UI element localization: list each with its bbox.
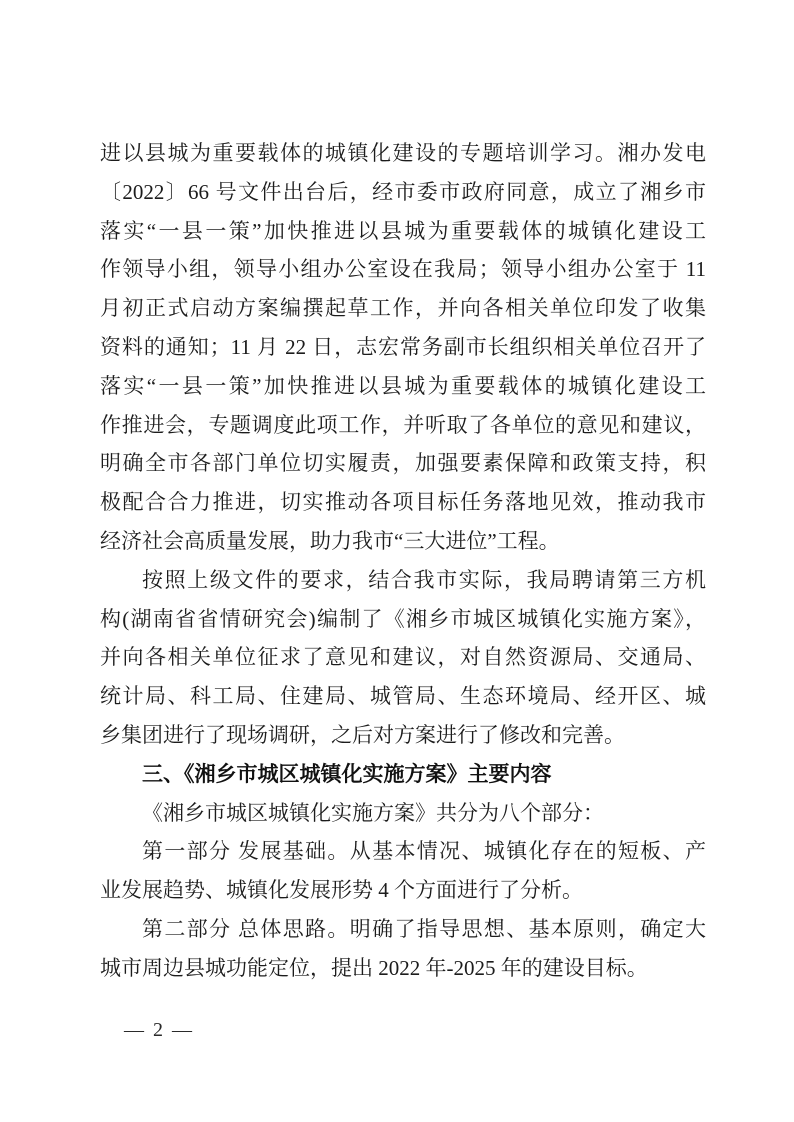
- paragraph: [100, 561, 706, 755]
- section-heading: [100, 755, 706, 794]
- text-line: 作领导小组，领导小组办公室设在我局；领导小组办公室于 11: [100, 257, 706, 282]
- text-line: 并向各相关单位征求了意见和建议，对自然资源局、交通局、: [100, 645, 706, 670]
- paragraph: [100, 794, 706, 833]
- text-line: 三、《湘乡市城区城镇化实施方案》主要内容: [142, 761, 552, 786]
- text-line: 第一部分 发展基础。从基本情况、城镇化存在的短板、产: [142, 839, 706, 864]
- text-line: 资料的通知；11 月 22 日，志宏常务副市长组织相关单位召开了: [100, 334, 706, 359]
- paragraph: [100, 134, 706, 561]
- page-number: — 2 —: [124, 1019, 194, 1041]
- text-line: 〔2022〕66 号文件出台后，经市委市政府同意，成立了湘乡市: [100, 179, 706, 204]
- text-line: 经济社会高质量发展，助力我市“三大进位”工程。: [100, 528, 560, 553]
- text-line: 明确全市各部门单位切实履责，加强要素保障和政策支持，积: [100, 451, 706, 476]
- text-line: 统计局、科工局、住建局、城管局、生态环境局、经开区、城: [100, 684, 706, 709]
- text-line: 第二部分 总体思路。明确了指导思想、基本原则，确定大: [142, 916, 706, 941]
- page-footer: [124, 1016, 194, 1044]
- text-line: 乡集团进行了现场调研，之后对方案进行了修改和完善。: [100, 722, 625, 747]
- document-body: [100, 134, 706, 988]
- text-line: 极配合合力推进，切实推动各项目标任务落地见效，推动我市: [100, 490, 706, 515]
- text-line: 落实“一县一策”加快推进以县城为重要载体的城镇化建设工: [100, 373, 706, 398]
- text-line: 城市周边县城功能定位，提出 2022 年-2025 年的建设目标。: [100, 955, 648, 980]
- text-line: 进以县城为重要载体的城镇化建设的专题培训学习。湘办发电: [100, 141, 706, 165]
- text-line: 《湘乡市城区城镇化实施方案》共分为八个部分：: [142, 800, 604, 825]
- paragraph: [100, 832, 706, 910]
- text-line: 落实“一县一策”加快推进以县城为重要载体的城镇化建设工: [100, 218, 706, 243]
- text-line: 业发展趋势、城镇化发展形势 4 个方面进行了分析。: [100, 878, 583, 903]
- text-line: 作推进会，专题调度此项工作，并听取了各单位的意见和建议，: [100, 412, 706, 437]
- text-line: 按照上级文件的要求，结合我市实际，我局聘请第三方机: [142, 567, 706, 592]
- text-line: 构(湖南省省情研究会)编制了《湘乡市城区城镇化实施方案》，: [100, 606, 706, 631]
- paragraph: [100, 910, 706, 988]
- text-line: 月初正式启动方案编撰起草工作，并向各相关单位印发了收集: [100, 296, 706, 321]
